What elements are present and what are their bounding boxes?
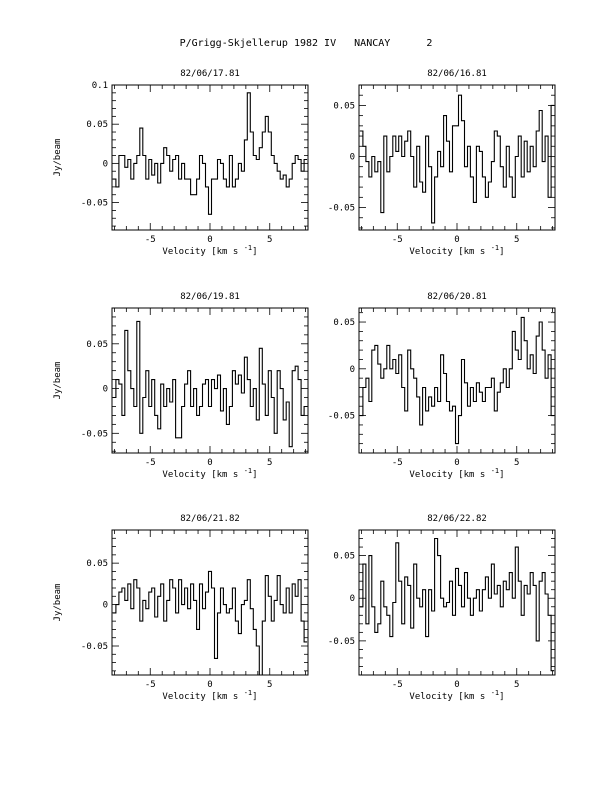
- y-tick-label: 0: [102, 600, 108, 611]
- y-axis-label: Jy/beam: [53, 583, 63, 622]
- chart-title: 82/06/21.82: [180, 514, 240, 524]
- x-tick-label: -5: [144, 235, 156, 245]
- spectrum-line: [360, 539, 554, 671]
- chart-panel-2: [328, 69, 555, 257]
- x-tick-label: 0: [454, 235, 460, 245]
- y-tick-label: 0.05: [333, 101, 355, 112]
- x-axis-label: Velocity [km s $^{-1}$]: [162, 689, 258, 702]
- plot-frame: [112, 530, 308, 675]
- chart-panel-6: [328, 514, 555, 702]
- x-axis-label: Velocity [km s $^{-1}$]: [409, 689, 505, 702]
- x-tick-label: -5: [391, 680, 403, 690]
- y-tick-label: 0.05: [86, 559, 108, 570]
- y-axis-label: Jy/beam: [53, 361, 63, 400]
- x-tick-label: -5: [144, 680, 156, 690]
- spectrum-line: [360, 317, 554, 443]
- x-tick-label: 5: [267, 235, 273, 245]
- spectrum-line: [360, 95, 554, 223]
- x-axis-label: Velocity [km s $^{-1}$]: [409, 244, 505, 257]
- y-tick-label: 0: [349, 594, 355, 605]
- x-tick-label: 0: [207, 680, 213, 690]
- x-tick-label: 5: [514, 458, 520, 468]
- chart-title: 82/06/16.81: [427, 69, 487, 79]
- x-tick-label: 5: [514, 680, 520, 690]
- chart-panel-1: [53, 69, 308, 257]
- spectrum-line: [113, 571, 307, 675]
- y-tick-label: 0.1: [91, 81, 108, 91]
- y-tick-label: 0.05: [86, 120, 108, 131]
- plot-frame: [359, 308, 555, 453]
- chart-title: 82/06/22.82: [427, 514, 487, 524]
- page-title: P/Grigg-Skjellerup 1982 IV NANCAY 2: [179, 38, 433, 49]
- x-tick-label: 5: [267, 458, 273, 468]
- x-axis-label: Velocity [km s $^{-1}$]: [162, 467, 258, 480]
- spectrum-line: [113, 93, 307, 215]
- x-tick-label: 0: [454, 458, 460, 468]
- y-tick-label: -0.05: [80, 429, 108, 440]
- y-tick-label: -0.05: [80, 198, 108, 209]
- y-tick-label: 0.05: [333, 551, 355, 562]
- x-axis-label: Velocity [km s $^{-1}$]: [162, 244, 258, 257]
- plot-frame: [359, 85, 555, 230]
- x-tick-label: -5: [391, 458, 403, 468]
- plot-frame: [112, 308, 308, 453]
- chart-panel-5: [53, 514, 308, 702]
- x-axis-label: Velocity [km s $^{-1}$]: [409, 467, 505, 480]
- chart-panel-4: [328, 292, 555, 480]
- y-axis-label: Jy/beam: [53, 138, 63, 177]
- x-tick-label: 0: [207, 458, 213, 468]
- x-tick-label: 0: [207, 235, 213, 245]
- chart-panel-3: [53, 292, 308, 480]
- x-tick-label: 5: [514, 235, 520, 245]
- y-tick-label: 0: [349, 152, 355, 163]
- y-tick-label: 0: [102, 384, 108, 395]
- plot-frame: [359, 530, 555, 675]
- chart-title: 82/06/19.81: [180, 292, 240, 302]
- y-tick-label: -0.05: [327, 636, 355, 647]
- y-tick-label: -0.05: [327, 411, 355, 422]
- plot-frame: [112, 85, 308, 230]
- x-tick-label: -5: [144, 458, 156, 468]
- y-tick-label: 0.05: [333, 318, 355, 329]
- y-tick-label: 0: [102, 159, 108, 170]
- y-tick-label: -0.05: [327, 203, 355, 214]
- x-tick-label: 0: [454, 680, 460, 690]
- x-tick-label: -5: [391, 235, 403, 245]
- chart-title: 82/06/17.81: [180, 69, 240, 79]
- y-tick-label: 0: [349, 364, 355, 375]
- spectrum-line: [113, 321, 307, 446]
- chart-title: 82/06/20.81: [427, 292, 487, 302]
- y-tick-label: -0.05: [80, 642, 108, 652]
- x-tick-label: 5: [267, 680, 273, 690]
- y-tick-label: 0.05: [86, 339, 108, 350]
